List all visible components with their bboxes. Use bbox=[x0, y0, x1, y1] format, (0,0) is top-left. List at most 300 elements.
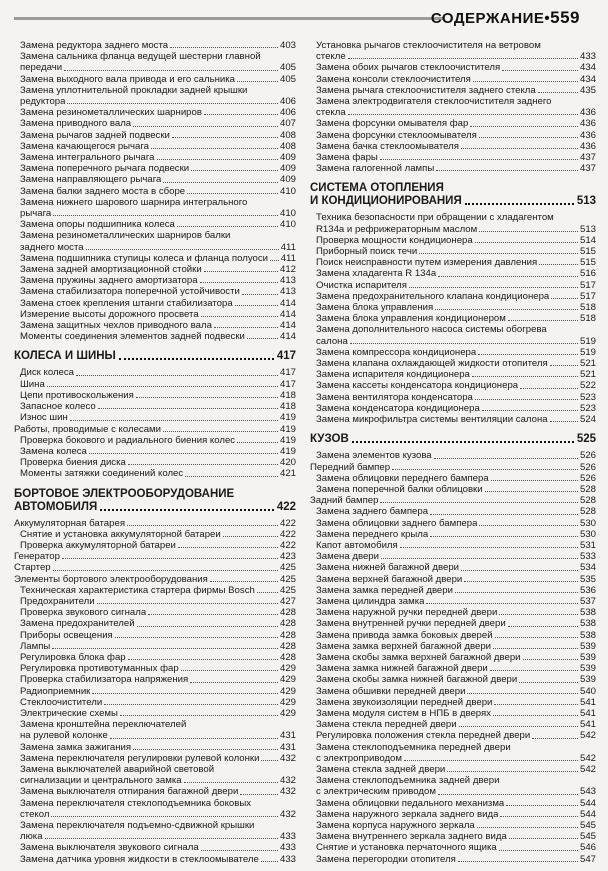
section-page-number: 417 bbox=[276, 350, 296, 363]
toc-entry[interactable] bbox=[310, 118, 596, 129]
toc-entry[interactable] bbox=[310, 618, 596, 629]
toc-entry[interactable] bbox=[14, 320, 296, 331]
toc-entry-page: 431 bbox=[279, 730, 296, 742]
toc-entry[interactable] bbox=[310, 380, 596, 391]
toc-entry-page: 410 bbox=[279, 208, 296, 220]
toc-entry[interactable] bbox=[14, 663, 296, 674]
toc-entry[interactable] bbox=[310, 607, 596, 618]
toc-entry[interactable] bbox=[310, 730, 596, 741]
toc-entry[interactable] bbox=[14, 74, 296, 85]
toc-entry[interactable] bbox=[14, 264, 296, 275]
toc-entry-title: Замена форсунки стеклоомывателя bbox=[316, 129, 477, 141]
toc-entry[interactable] bbox=[310, 40, 596, 51]
dot-leader bbox=[184, 781, 278, 783]
toc-entry-page: 434 bbox=[579, 62, 596, 74]
toc-entry-title: Запасное колесо bbox=[20, 401, 96, 413]
toc-entry[interactable] bbox=[310, 764, 596, 775]
toc-entry[interactable] bbox=[310, 742, 596, 753]
toc-entry[interactable] bbox=[14, 518, 296, 529]
toc-entry-title: R134a и рефрижераторным маслом bbox=[316, 223, 478, 235]
toc-entry-page: 436 bbox=[579, 107, 596, 119]
dot-leader bbox=[201, 315, 278, 317]
toc-entry[interactable] bbox=[14, 686, 296, 697]
toc-entry-title: Проверка мощности кондиционера bbox=[316, 234, 473, 246]
toc-entry-title: Замена кассеты конденсатора кондиционера bbox=[316, 380, 519, 392]
toc-entry-page: 421 bbox=[279, 468, 296, 480]
toc-entry-page: 523 bbox=[579, 391, 596, 403]
toc-entry[interactable] bbox=[310, 246, 596, 257]
toc-entry[interactable] bbox=[14, 174, 296, 185]
toc-entry[interactable] bbox=[310, 369, 596, 380]
dot-leader bbox=[455, 591, 578, 593]
toc-entry[interactable] bbox=[310, 831, 596, 842]
section-title: И КОНДИЦИОНИРОВАНИЯ bbox=[310, 195, 462, 208]
page-title bbox=[431, 8, 580, 28]
toc-entry-title: Замена скобы замка нижней багажной двери bbox=[316, 674, 518, 686]
toc-entry[interactable] bbox=[310, 820, 596, 831]
toc-entry[interactable] bbox=[14, 529, 296, 540]
toc-entry[interactable] bbox=[14, 652, 296, 663]
dot-leader bbox=[380, 501, 578, 503]
dot-leader bbox=[157, 158, 278, 160]
toc-entry[interactable] bbox=[14, 141, 296, 152]
toc-entry-title: Стартер bbox=[14, 562, 51, 574]
toc-entry-page: 517 bbox=[579, 279, 596, 291]
dot-leader bbox=[53, 569, 278, 571]
dot-leader bbox=[128, 463, 278, 465]
toc-entry[interactable] bbox=[310, 506, 596, 517]
toc-entry-page: 542 bbox=[579, 763, 596, 775]
toc-entry[interactable] bbox=[310, 719, 596, 730]
toc-entry[interactable] bbox=[310, 141, 596, 152]
toc-entry-title: Замена стабилизатора поперечной устойчивости bbox=[20, 286, 240, 298]
toc-entry[interactable] bbox=[14, 742, 296, 753]
toc-entry[interactable] bbox=[310, 473, 596, 484]
dot-leader bbox=[51, 815, 278, 817]
toc-entry-page: 419 bbox=[279, 445, 296, 457]
toc-entry[interactable] bbox=[14, 401, 296, 412]
toc-entry[interactable] bbox=[310, 652, 596, 663]
toc-entry[interactable] bbox=[14, 275, 296, 286]
toc-entry-page: 540 bbox=[579, 685, 596, 697]
section-heading bbox=[310, 182, 596, 208]
dot-leader bbox=[430, 513, 578, 515]
toc-entry[interactable] bbox=[14, 809, 296, 820]
toc-entry-title: Замена выключателя отпирания багажной двери bbox=[20, 786, 239, 798]
toc-entry[interactable] bbox=[14, 379, 296, 390]
toc-entry[interactable] bbox=[14, 719, 296, 730]
toc-entry-title: Замена редуктора заднего моста bbox=[20, 40, 169, 51]
toc-entry[interactable] bbox=[310, 518, 596, 529]
toc-entry-page: 431 bbox=[279, 741, 296, 753]
toc-entry-page: 405 bbox=[279, 73, 296, 85]
toc-entry[interactable] bbox=[14, 390, 296, 401]
section-title: КУЗОВ bbox=[310, 433, 349, 446]
dot-leader bbox=[482, 409, 578, 411]
dot-leader bbox=[178, 546, 278, 548]
toc-entry[interactable] bbox=[14, 331, 296, 342]
toc-entry-title: редуктора bbox=[20, 96, 66, 108]
toc-entry[interactable] bbox=[14, 208, 296, 219]
dot-leader bbox=[485, 490, 578, 492]
toc-entry[interactable] bbox=[14, 367, 296, 378]
toc-entry-page: 436 bbox=[579, 118, 596, 130]
toc-entry-page: 435 bbox=[579, 84, 596, 96]
toc-entry[interactable] bbox=[310, 313, 596, 324]
toc-entry-title: Замена стеклоподъемника передней двери bbox=[316, 741, 511, 753]
dot-leader bbox=[550, 364, 578, 366]
toc-entry-page: 539 bbox=[579, 651, 596, 663]
toc-entry-page: 544 bbox=[579, 808, 596, 820]
toc-entry[interactable] bbox=[14, 753, 296, 764]
toc-entry[interactable] bbox=[310, 674, 596, 685]
toc-entry-page: 408 bbox=[279, 140, 296, 152]
dot-leader bbox=[100, 508, 274, 511]
toc-entry[interactable] bbox=[310, 842, 596, 853]
dot-leader bbox=[478, 353, 578, 355]
dot-leader bbox=[479, 136, 578, 138]
toc-entry[interactable] bbox=[310, 280, 596, 291]
toc-entry[interactable] bbox=[14, 130, 296, 141]
toc-entry-title: Аккумуляторная батарея bbox=[14, 517, 126, 529]
toc-entry[interactable] bbox=[310, 235, 596, 246]
toc-entry[interactable] bbox=[310, 224, 596, 235]
toc-entry-title: стекле bbox=[316, 51, 346, 63]
toc-entry-title: Замена галогенной лампы bbox=[316, 163, 435, 175]
dot-leader bbox=[381, 557, 578, 559]
toc-entry-page: 410 bbox=[279, 219, 296, 231]
toc-entry[interactable] bbox=[14, 230, 296, 241]
toc-entry[interactable] bbox=[14, 253, 296, 264]
toc-entry[interactable] bbox=[310, 708, 596, 719]
toc-entry-page: 411 bbox=[280, 252, 296, 264]
dot-leader bbox=[475, 398, 578, 400]
toc-entry[interactable] bbox=[14, 186, 296, 197]
toc-entry-title: Замена интегрального рычага bbox=[20, 152, 155, 164]
toc-entry[interactable] bbox=[14, 163, 296, 174]
toc-entry[interactable] bbox=[310, 130, 596, 141]
dot-leader bbox=[419, 252, 578, 254]
toc-entry-page: 409 bbox=[279, 163, 296, 175]
dot-leader bbox=[98, 407, 278, 409]
toc-entry[interactable] bbox=[14, 854, 296, 865]
toc-entry[interactable] bbox=[14, 585, 296, 596]
toc-entry[interactable] bbox=[14, 85, 296, 96]
dot-leader bbox=[242, 293, 278, 295]
toc-entry-page: 419 bbox=[279, 412, 296, 424]
toc-entry-title: стекла bbox=[316, 107, 346, 119]
toc-entry[interactable] bbox=[310, 697, 596, 708]
section-heading-row[interactable] bbox=[310, 195, 596, 208]
toc-entry-page: 432 bbox=[279, 808, 296, 820]
toc-entry[interactable] bbox=[14, 298, 296, 309]
toc-entry[interactable] bbox=[310, 302, 596, 313]
header-rule bbox=[14, 17, 443, 20]
toc-entry[interactable] bbox=[310, 96, 596, 107]
toc-entry[interactable] bbox=[310, 798, 596, 809]
toc-entry-title: Замена дополнительного насоса системы обогрева bbox=[316, 324, 547, 336]
dot-leader bbox=[76, 374, 278, 376]
toc-entry-title: Техническая характеристика стартера фирмы Bosch bbox=[20, 584, 255, 596]
toc-entry[interactable] bbox=[14, 107, 296, 118]
toc-entry-page: 418 bbox=[279, 389, 296, 401]
toc-entry[interactable] bbox=[14, 118, 296, 129]
toc-entry[interactable] bbox=[310, 540, 596, 551]
toc-entry[interactable] bbox=[14, 798, 296, 809]
dot-leader bbox=[409, 286, 578, 288]
dot-leader bbox=[438, 793, 578, 795]
toc-entry[interactable] bbox=[310, 51, 596, 62]
toc-entry-page: 408 bbox=[279, 129, 296, 141]
toc-entry[interactable] bbox=[310, 392, 596, 403]
toc-entry-page: 517 bbox=[579, 290, 596, 302]
toc-entry[interactable] bbox=[14, 96, 296, 107]
toc-entry[interactable] bbox=[14, 775, 296, 786]
toc-entry[interactable] bbox=[310, 854, 596, 865]
dot-leader bbox=[240, 793, 278, 795]
toc-entry-page: 542 bbox=[579, 752, 596, 764]
toc-entry-page: 533 bbox=[579, 551, 596, 563]
toc-entry-page: 513 bbox=[579, 223, 596, 235]
toc-entry-page: 428 bbox=[279, 629, 296, 641]
toc-entry[interactable] bbox=[310, 291, 596, 302]
toc-entry[interactable] bbox=[14, 424, 296, 435]
toc-entry-page: 518 bbox=[579, 302, 596, 314]
toc-entry-page: 432 bbox=[279, 775, 296, 787]
toc-entry-title: Замена датчика уровня жидкости в стеклоомывателе bbox=[20, 853, 259, 865]
toc-entry-page: 433 bbox=[579, 51, 596, 63]
toc-entry-page: 538 bbox=[579, 607, 596, 619]
toc-entry[interactable] bbox=[14, 708, 296, 719]
toc-entry[interactable] bbox=[310, 347, 596, 358]
toc-entry-page: 537 bbox=[579, 595, 596, 607]
toc-entry[interactable] bbox=[310, 403, 596, 414]
toc-entry-title: Замена поперечной балки облицовки bbox=[316, 483, 483, 495]
toc-entry[interactable] bbox=[14, 562, 296, 573]
toc-entry[interactable] bbox=[310, 686, 596, 697]
toc-entry[interactable] bbox=[14, 596, 296, 607]
toc-entry[interactable] bbox=[310, 324, 596, 335]
toc-entry[interactable] bbox=[14, 618, 296, 629]
section-heading-row[interactable] bbox=[310, 433, 596, 446]
toc-entry-page: 425 bbox=[279, 562, 296, 574]
toc-entry[interactable] bbox=[310, 641, 596, 652]
toc-entry-page: 420 bbox=[279, 457, 296, 469]
toc-entry[interactable] bbox=[310, 62, 596, 73]
toc-entry[interactable] bbox=[310, 775, 596, 786]
toc-entry[interactable] bbox=[14, 286, 296, 297]
dot-leader bbox=[426, 602, 578, 604]
section-heading-line: БОРТОВОЕ ЭЛЕКТРООБОРУДОВАНИЕ bbox=[14, 487, 235, 500]
toc-entry[interactable] bbox=[14, 831, 296, 842]
toc-entry[interactable] bbox=[14, 457, 296, 468]
toc-entry[interactable] bbox=[14, 40, 296, 51]
toc-entry[interactable] bbox=[14, 674, 296, 685]
toc-entry[interactable] bbox=[310, 152, 596, 163]
toc-entry-page: 515 bbox=[579, 246, 596, 258]
toc-entry[interactable] bbox=[14, 574, 296, 585]
toc-entry[interactable] bbox=[310, 212, 596, 223]
toc-entry[interactable] bbox=[310, 163, 596, 174]
dot-leader bbox=[434, 457, 578, 459]
toc-entry-title: Цепи противоскольжения bbox=[20, 389, 134, 401]
toc-entry[interactable] bbox=[14, 412, 296, 423]
toc-entry[interactable] bbox=[310, 484, 596, 495]
toc-entry[interactable] bbox=[14, 446, 296, 457]
dot-leader bbox=[430, 535, 578, 537]
toc-entry[interactable] bbox=[14, 219, 296, 230]
dot-leader bbox=[477, 826, 578, 828]
toc-entry-title: Замена облицовки заднего бампера bbox=[316, 517, 478, 529]
toc-entry[interactable] bbox=[310, 585, 596, 596]
toc-entry-page: 437 bbox=[579, 163, 596, 175]
toc-entry-title: заднего моста bbox=[20, 241, 84, 253]
toc-entry[interactable] bbox=[310, 753, 596, 764]
toc-entry[interactable] bbox=[14, 309, 296, 320]
toc-entry-page: 436 bbox=[579, 129, 596, 141]
toc-entry-title: Замена верхней багажной двери bbox=[316, 573, 463, 585]
toc-entry[interactable] bbox=[310, 495, 596, 506]
dot-leader bbox=[151, 147, 278, 149]
toc-entry[interactable] bbox=[310, 574, 596, 585]
toc-entry-title: Замена электродвигателя стеклоочистителя заднего bbox=[316, 96, 552, 108]
toc-entry-page: 412 bbox=[279, 264, 296, 276]
toc-entry-page: 425 bbox=[279, 573, 296, 585]
toc-entry-page: 409 bbox=[279, 174, 296, 186]
toc-entry-title: Замена замка зажигания bbox=[20, 741, 132, 753]
toc-entry-title: Проверка стабилизатора напряжения bbox=[20, 674, 189, 686]
toc-entry[interactable] bbox=[310, 336, 596, 347]
toc-entry[interactable] bbox=[310, 663, 596, 674]
toc-entry[interactable] bbox=[14, 820, 296, 831]
toc-entry[interactable] bbox=[310, 74, 596, 85]
toc-entry-page: 545 bbox=[579, 820, 596, 831]
toc-entry-page: 542 bbox=[579, 730, 596, 742]
toc-entry-title: Замена сальника фланца ведущей шестерни главной bbox=[20, 51, 261, 63]
toc-entry[interactable] bbox=[14, 242, 296, 253]
toc-entry-title: Замена балки заднего моста в сборе bbox=[20, 185, 186, 197]
toc-entry-title: Замена задней амортизационной стойки bbox=[20, 264, 202, 276]
toc-entry[interactable] bbox=[14, 152, 296, 163]
toc-entry-title: Замена нижнего шарового шарнира интегрального bbox=[20, 196, 248, 208]
dot-leader bbox=[348, 57, 578, 59]
toc-entry[interactable] bbox=[14, 607, 296, 618]
dot-leader bbox=[380, 158, 578, 160]
toc-entry[interactable] bbox=[14, 641, 296, 652]
section-heading-line: СИСТЕМА ОТОПЛЕНИЯ bbox=[310, 182, 444, 195]
toc-entry[interactable] bbox=[310, 786, 596, 797]
toc-entry[interactable] bbox=[14, 540, 296, 551]
toc-entry[interactable] bbox=[310, 529, 596, 540]
toc-entry[interactable] bbox=[310, 414, 596, 425]
dot-leader bbox=[214, 326, 278, 328]
dot-leader bbox=[551, 297, 578, 299]
toc-entry-title: Замена опоры подшипника колеса bbox=[20, 219, 175, 231]
toc-entry[interactable] bbox=[310, 450, 596, 461]
toc-entry-title: Замена перегородки отопителя bbox=[316, 853, 456, 865]
toc-entry-title: Замена подшипника ступицы колеса и фланца полуоси bbox=[20, 252, 268, 264]
dot-leader bbox=[70, 419, 278, 421]
toc-entry-page: 522 bbox=[579, 380, 596, 392]
dot-leader bbox=[119, 357, 274, 360]
toc-entry[interactable] bbox=[14, 730, 296, 741]
toc-entry-title: Замена приводного вала bbox=[20, 118, 132, 130]
dot-leader bbox=[500, 815, 578, 817]
toc-entry[interactable] bbox=[310, 358, 596, 369]
toc-entry[interactable] bbox=[14, 764, 296, 775]
toc-entry-title: Замена обшивки передней двери bbox=[316, 685, 466, 697]
toc-entry[interactable] bbox=[14, 435, 296, 446]
section-page-number: 513 bbox=[576, 195, 596, 208]
toc-entry-title: Замена бачка стеклоомывателя bbox=[316, 140, 459, 152]
toc-entry-page: 521 bbox=[579, 358, 596, 370]
toc-entry[interactable] bbox=[310, 596, 596, 607]
toc-entry-title: Замена хладагента R 134a bbox=[316, 268, 437, 280]
dot-leader bbox=[185, 475, 278, 477]
toc-entry[interactable] bbox=[14, 197, 296, 208]
dot-leader bbox=[479, 524, 578, 526]
dot-leader bbox=[133, 748, 278, 750]
toc-entry[interactable] bbox=[310, 809, 596, 820]
toc-entry-title: Моменты соединения элементов задней подвески bbox=[20, 331, 245, 343]
section-heading-row[interactable] bbox=[14, 501, 296, 514]
toc-entry[interactable] bbox=[310, 462, 596, 473]
toc-entry-page: 406 bbox=[279, 96, 296, 108]
toc-entry-page: 535 bbox=[579, 573, 596, 585]
toc-entry-title: Шина bbox=[20, 378, 45, 390]
toc-entry-title: Замена наружного зеркала заднего вида bbox=[316, 808, 499, 820]
dot-leader bbox=[200, 281, 278, 283]
dot-leader bbox=[204, 270, 278, 272]
toc-entry[interactable] bbox=[14, 62, 296, 73]
toc-entry-title: Замена стоек крепления штанги стабилизатора bbox=[20, 297, 233, 309]
toc-entry[interactable] bbox=[310, 562, 596, 573]
dot-leader bbox=[62, 557, 278, 559]
dot-leader bbox=[163, 430, 278, 432]
dot-leader bbox=[461, 569, 578, 571]
toc-entry[interactable] bbox=[310, 107, 596, 118]
toc-entry[interactable] bbox=[310, 268, 596, 279]
toc-entry[interactable] bbox=[310, 630, 596, 641]
page-number: 559 bbox=[550, 8, 580, 27]
toc-entry[interactable] bbox=[14, 630, 296, 641]
toc-entry-title: Стеклоочистители bbox=[20, 696, 103, 708]
toc-entry[interactable] bbox=[14, 51, 296, 62]
dot-leader bbox=[172, 136, 278, 138]
toc-entry[interactable] bbox=[14, 842, 296, 853]
toc-entry-title: Задний бампер bbox=[310, 495, 379, 507]
toc-entry[interactable] bbox=[14, 786, 296, 797]
toc-entry-title: стекол bbox=[20, 808, 50, 820]
toc-entry-title: Замена переключателя регулировки рулевой колонки bbox=[20, 752, 260, 764]
section-heading-row[interactable] bbox=[14, 350, 296, 363]
toc-entry-title: Регулировка блока фар bbox=[20, 651, 126, 663]
toc-entry-page: 433 bbox=[279, 842, 296, 854]
toc-entry[interactable] bbox=[14, 468, 296, 479]
toc-entry[interactable] bbox=[14, 697, 296, 708]
toc-entry[interactable] bbox=[310, 257, 596, 268]
toc-entry-title: Замена консоли стеклоочистителя bbox=[316, 73, 471, 85]
toc-entry-title: Замена микрофильтра системы вентиляции салона bbox=[316, 414, 548, 426]
toc-entry[interactable] bbox=[310, 85, 596, 96]
toc-entry-page: 422 bbox=[279, 539, 296, 551]
toc-entry-title: Диск колеса bbox=[20, 367, 75, 379]
toc-entry-title: Замена испарителя кондиционера bbox=[316, 369, 470, 381]
dot-leader bbox=[181, 669, 278, 671]
toc-entry[interactable] bbox=[310, 551, 596, 562]
toc-entry[interactable] bbox=[14, 551, 296, 562]
dot-leader bbox=[52, 647, 278, 649]
